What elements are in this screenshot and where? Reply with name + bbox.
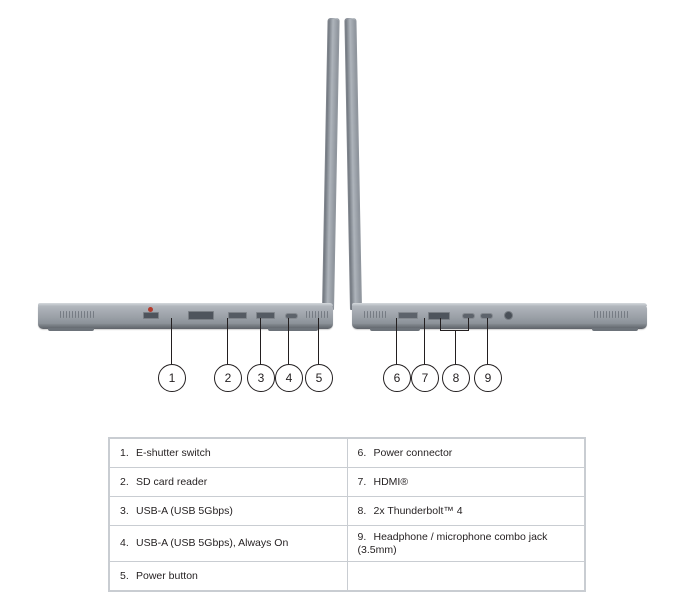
laptop-right-lid (344, 18, 362, 310)
leader-line-7 (424, 318, 425, 364)
leader-line-9 (487, 318, 488, 364)
legend-text-4: USB-A (USB 5Gbps), Always On (136, 537, 289, 550)
leader-line-1 (171, 318, 172, 364)
legend-cell-2 (110, 468, 348, 497)
laptop-right-base-top-edge (352, 303, 647, 306)
callout-3[interactable]: 3 (247, 364, 275, 392)
leader-line-6 (396, 318, 397, 364)
table-row (110, 468, 585, 497)
table-row (110, 439, 585, 468)
leader-line-8 (455, 330, 456, 364)
callout-2[interactable]: 2 (214, 364, 242, 392)
legend-text-5: Power button (136, 569, 198, 582)
callout-5[interactable]: 5 (305, 364, 333, 392)
port-usb-a-1 (228, 312, 247, 319)
legend-number-5: 5. (120, 569, 129, 582)
callout-6[interactable]: 6 (383, 364, 411, 392)
port-audio-combo-jack (504, 311, 513, 320)
leader-line-4 (288, 318, 289, 364)
leader-line-5 (318, 318, 319, 364)
legend-number-7: 7. (357, 475, 367, 488)
laptop-right-foot-rear (370, 328, 420, 331)
leader-line-8-bracket-right (468, 318, 469, 330)
port-e-shutter-switch (143, 312, 159, 319)
legend-table (108, 437, 586, 592)
legend-text-7: HDMI® (373, 475, 409, 488)
legend-text-2: SD card reader (136, 475, 208, 488)
legend-cell-3 (110, 497, 348, 526)
legend-number-4: 4. (120, 537, 129, 550)
laptop-left-lid-inner (323, 19, 339, 310)
legend-cell-9 (347, 526, 585, 562)
legend-cell-1 (110, 439, 348, 468)
leader-line-3 (260, 318, 261, 364)
callout-9[interactable]: 9 (474, 364, 502, 392)
callout-1[interactable]: 1 (158, 364, 186, 392)
port-usb-a-always-on (256, 312, 275, 319)
port-sd-card-reader (188, 311, 214, 320)
legend-cell-4 (110, 526, 348, 562)
legend-text-9: Headphone / microphone combo jack (3.5mm) (357, 531, 548, 556)
table-row (110, 526, 585, 562)
legend-cell-8 (347, 497, 585, 526)
callout-4[interactable]: 4 (275, 364, 303, 392)
legend-text-6: Power connector (373, 446, 453, 459)
laptop-left-foot-front (48, 328, 94, 331)
legend-number-9: 9. (357, 531, 367, 543)
legend-cell-empty (347, 562, 585, 591)
legend-cell-7 (347, 468, 585, 497)
port-hdmi (428, 312, 450, 320)
legend-cell-5 (110, 562, 348, 591)
callout-7[interactable]: 7 (411, 364, 439, 392)
laptop-right-speaker-grille (594, 311, 628, 318)
legend-text-1: E-shutter switch (136, 446, 211, 459)
table-row (110, 562, 585, 591)
legend-cell-6 (347, 439, 585, 468)
e-shutter-indicator-dot (148, 307, 153, 312)
laptop-left-lid (322, 18, 340, 310)
leader-line-8-bracket-left (440, 318, 441, 330)
laptop-right-lid-inner (345, 19, 361, 310)
laptop-right-foot-front (592, 328, 638, 331)
laptop-left-foot-rear (268, 328, 318, 331)
port-power-button (285, 313, 298, 319)
legend-text-3: USB-A (USB 5Gbps) (136, 504, 233, 517)
laptop-left-base-top-edge (38, 303, 333, 306)
laptop-right-rear-grille (364, 311, 386, 318)
laptop-left-rear-grille (306, 311, 328, 318)
table-row (110, 497, 585, 526)
legend-number-6: 6. (357, 446, 367, 459)
legend-number-1: 1. (120, 446, 129, 459)
leader-line-2 (227, 318, 228, 364)
legend-number-3: 3. (120, 504, 129, 517)
callout-8[interactable]: 8 (442, 364, 470, 392)
laptop-left-speaker-grille (60, 311, 94, 318)
port-power-connector (398, 312, 418, 319)
legend-number-2: 2. (120, 475, 129, 488)
legend-text-8: 2x Thunderbolt™ 4 (373, 504, 463, 517)
legend-number-8: 8. (357, 504, 367, 517)
